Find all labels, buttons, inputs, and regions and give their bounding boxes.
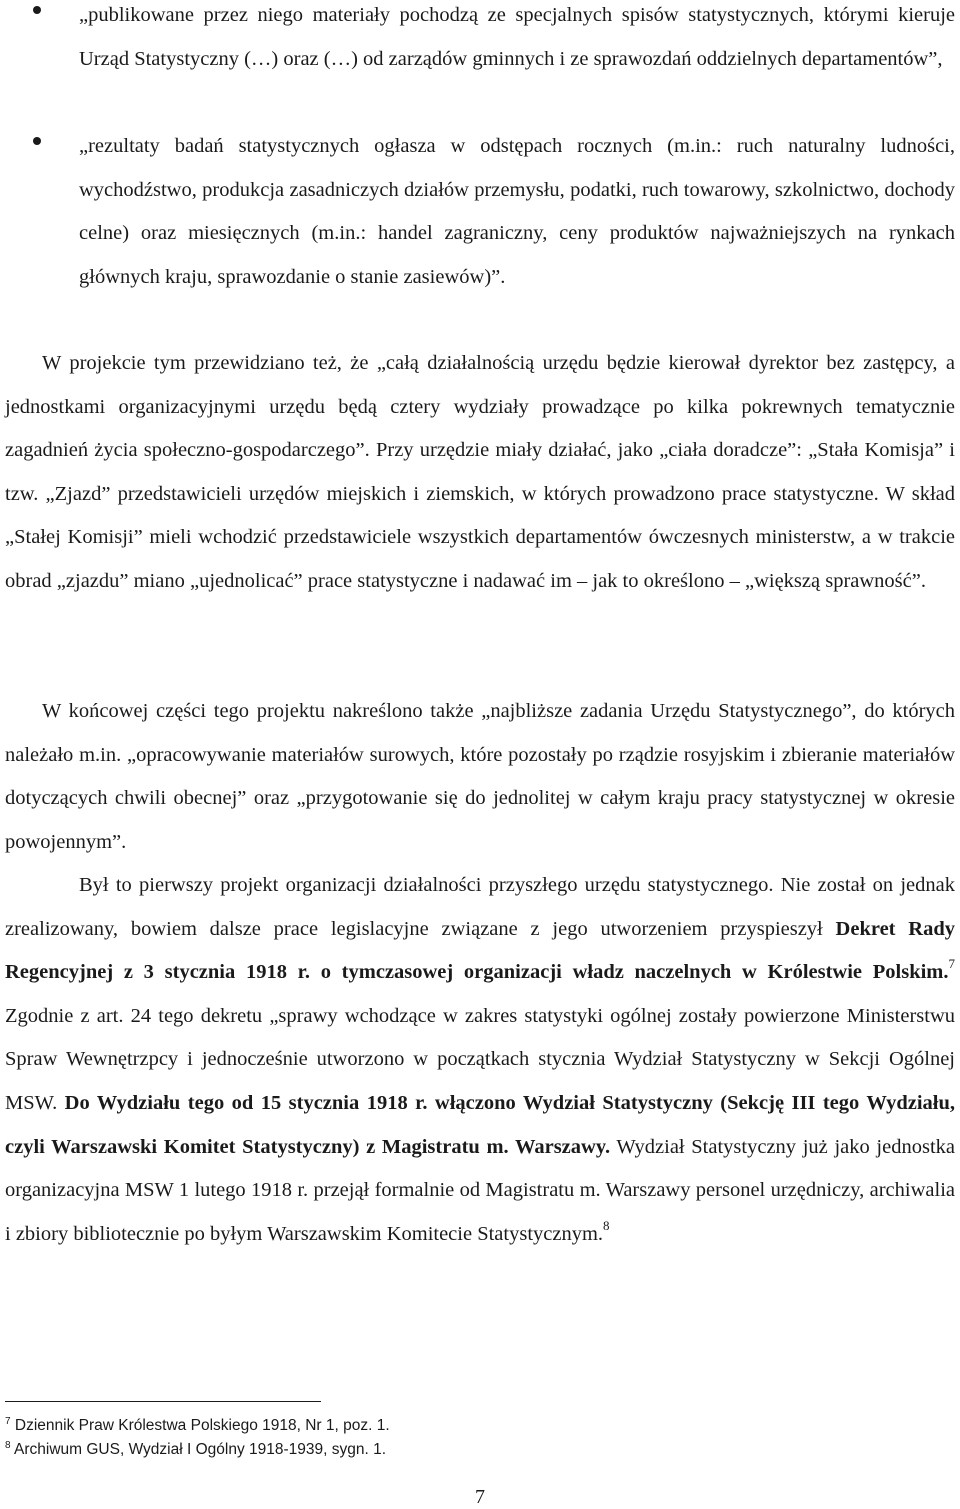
footnotes (5, 1414, 955, 1462)
bullet-text: „rezultaty badań statystycznych ogłasza w odstępach rocznych (m.in.: ruch naturalny ludności, wychodźstwo, produkcja zasadniczych działów przemysłu, podatki, ruch towarowy, szkolnictwo, dochody celne) oraz miesięcznych (m.in.: handel zagraniczny, ceny produktów najważniejszych na rynkach głównych kraju, sprawozdanie o stanie zasiewów)”. (79, 135, 955, 288)
bullet-item (5, 125, 955, 299)
paragraph-text: Wydział Statystyczny już jako jednostka organizacyjna MSW 1 lutego 1918 r. przejął formalnie od Magistratu m. Warszawy personel urzędniczy, archiwalia i zbiory bibliotecznie po byłym Warszawskim Komitecie Statystycznym. (5, 1135, 955, 1245)
footnote-text: Dziennik Praw Królestwa Polskiego 1918, Nr 1, poz. 1. (14, 1417, 390, 1434)
paragraph-text: Był to pierwszy projekt organizacji działalności przyszłego urzędu statystycznego. Nie został on jednak zrealizowany, bowiem dalsze prace legislacyjne związane z jego utworzeniem przyspieszył (5, 874, 955, 940)
footnote-text: Archiwum GUS, Wydział I Ogólny 1918-1939, sygn. 1. (14, 1441, 387, 1458)
footnote-number: 8 (5, 1440, 11, 1451)
footnote-ref: 8 (603, 1217, 610, 1233)
footnote-number: 7 (5, 1416, 11, 1427)
bold-text: Do Wydziału tego od 15 stycznia 1918 r. włączono Wydział Statystyczny (Sekcję III tego Wydziału, czyli Warszawski Komitet Statystyczny) z Magistratu m. Warszawy. (5, 1091, 955, 1158)
paragraph-text: Zgodnie z art. 24 tego dekretu „sprawy wchodzące w zakres statystyki ogólnej zostały powierzone Ministerstwu Spraw Wewnętrzpcy i jednocześnie utworzono w początkach stycznia Wydział Statystyczny w Sekcji Ogólnej MSW. (5, 1004, 955, 1114)
page-number: 7 (475, 1486, 485, 1508)
paragraph: W projekcie tym przewidziano też, że „całą działalnością urzędu będzie kierował dyrektor bez zastępcy, a jednostkami organizacyjnymi urzędu będą cztery wydziały prowadzące po kilka pokrewnych tematycznie zagadnień życia społeczno-gospodarczego”. Przy urzędzie miały działać, jako „ciała doradcze”: „Stała Komisja” i tzw. „Zjazd” przedstawicieli urzędów miejskich i ziemskich, w których prowadzono prace statystyczne. W skład „Stałej Komisji” mieli wchodzić przedstawiciele wszystkich departamentów ówczesnych ministerstw, a w trakcie obrad „zjazdu” miano „ujednolicać” prace statystyczne i nadawać im – jak to określono – „większą sprawność”. (5, 352, 955, 592)
bullet-icon (33, 137, 41, 145)
bullet-item (5, 0, 955, 81)
footnote (5, 1438, 955, 1462)
paragraph (5, 864, 955, 1256)
footnote (5, 1414, 955, 1438)
bold-text: Dekret Rady Regencyjnej z 3 stycznia 1918 r. o tymczasowej organizacji władz naczelnych w Królestwie Polskim. (5, 917, 955, 984)
bullet-icon (33, 6, 41, 14)
bullet-text: „publikowane przez niego materiały pochodzą ze specjalnych spisów statystycznych, którymi kieruje Urząd Statystyczny (…) oraz (…) od zarządów gminnych i ze sprawozdań oddzielnych departamentów”, (79, 4, 955, 70)
paragraph: W końcowej części tego projektu nakreślono także „najbliższe zadania Urzędu Statystycznego”, do których należało m.in. „opracowywanie materiałów surowych, które pozostały po rządzie rosyjskim i zbieranie materiałów dotyczących chwili obecnej” oraz „przygotowanie się do jednolitej w całym kraju pracy statystycznej w okresie powojennym”. (5, 700, 955, 853)
footnote-divider (5, 1401, 321, 1402)
footnote-ref: 7 (948, 956, 955, 972)
